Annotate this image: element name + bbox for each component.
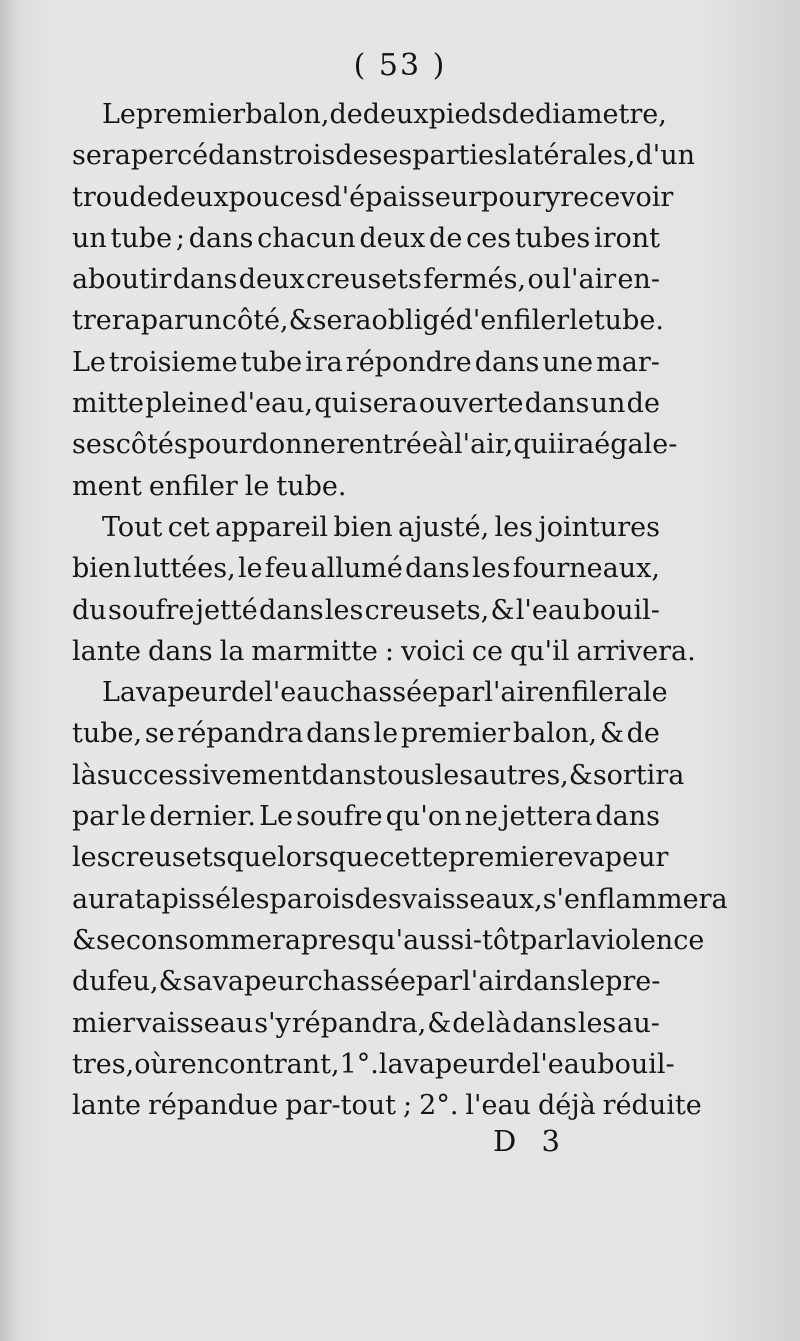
paragraph (72, 94, 695, 507)
text-line: mier vaisseau s'y répandra, & de là dans les au- (72, 1007, 660, 1039)
text-line: sera percé dans trois de ses parties latérales, d'un (72, 140, 695, 172)
text-line: tres, où rencontrant, 1°. la vapeur de l'eau bouil- (72, 1048, 675, 1080)
text-line: un tube ; dans chacun deux de ces tubes iront (72, 222, 660, 254)
text-line: lante dans la marmitte : voici ce qu'il arrivera. (72, 635, 696, 667)
text-line: trera par un côté, & sera obligé d'enfiler le tube. (72, 305, 664, 337)
text-line: du soufre jetté dans les creusets, & l'eau bouil- (72, 594, 660, 626)
text-line: les creusets que lorsque cette premiere vapeur (72, 842, 669, 874)
text-line: Tout cet appareil bien ajusté, les jointures (102, 511, 660, 543)
text-line: & se consommera presqu'aussi-tôt par la violence (72, 924, 705, 956)
text-line: par le dernier. Le soufre qu'on ne jettera dans (72, 801, 660, 833)
text-line: aboutir dans deux creusets fermés, ou l'air en- (72, 264, 660, 296)
signature-mark: D 3 (493, 1124, 568, 1158)
text-line: trou de deux pouces d'épaisseur pour y recevoir (72, 181, 674, 213)
text-line: là successivement dans tous les autres, & sortira (72, 759, 685, 791)
text-line: ses côtés pour donner entrée à l'air, qui ira égale- (72, 429, 678, 461)
text-line: mitte pleine d'eau, qui sera ouverte dans un de (72, 388, 660, 420)
text-line: Le troisieme tube ira répondre dans une mar- (72, 346, 660, 378)
text-line: lante répandue par-tout ; 2°. l'eau déjà réduite (72, 1090, 702, 1122)
text-line: Le premier balon, de deux pieds de diametre, (102, 99, 667, 130)
text-line: tube, se répandra dans le premier balon, & de (72, 718, 660, 750)
text-line: ment enfiler le tube. (72, 470, 347, 502)
text-line: aura tapissé les parois des vaisseaux, s'enflammera (72, 883, 728, 915)
paragraph (72, 672, 728, 1126)
page-number: ( 53 ) (353, 48, 447, 83)
text-line: La vapeur de l'eau chassée par l'air enfilera le (102, 677, 668, 709)
text-line: du feu, & sa vapeur chassée par l'air dans le pre- (72, 966, 661, 998)
text-body (72, 94, 728, 1126)
text-line: bien luttées, le feu allumé dans les fourneaux, (72, 553, 660, 585)
paragraph (72, 507, 696, 672)
